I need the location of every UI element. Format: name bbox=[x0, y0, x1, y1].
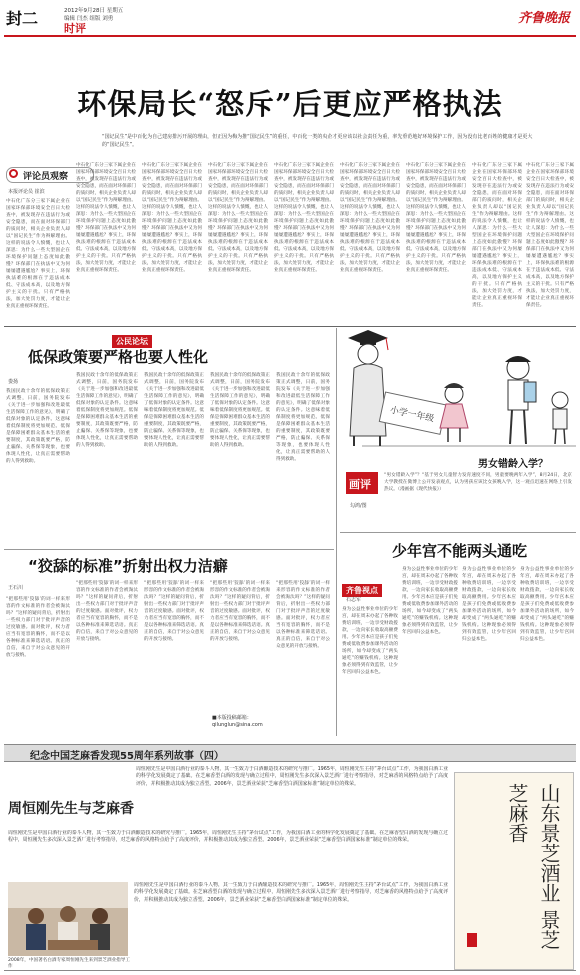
qilu-tag bbox=[342, 578, 382, 597]
lead-body-col-2: 中石化广东分三家下属企业在国家环保部环境安全百日大检查中，被发现存在违法行为或安全隐患，而在面对环保部门的质问时，相关企业负责人却以“国记民生”作为辩解理由。这样的说法令人愤慨，也让人深思：为什么一些大型国企在环境保护问题上态度如此傲慢？环保部门在执法中又为何屡屡遭遇尴尬？事实上，环保执法难的根源在于违法成本低、守法成本高，以及地方保护主义的干扰。只有严格执法，加大处罚力度，才能让企业真正重视环保责任。 bbox=[76, 163, 136, 273]
school-sign bbox=[379, 392, 446, 434]
qilu-col-1: 身为公益性事业单位的少年宫，却在周末办起了各种收费培训班，一边享受财政拨款，一边向家长收取高额费用。少年宫本应是孩子们免费或低收费参加课外活动的场所，如今却变成了“两头通吃”的赚钱机构。这种现象必须得到有效监管，让少年宫回归公益本色。 bbox=[342, 607, 398, 675]
forum-article1-col-3: 我国民政十余年的低保政策正式调整，日前，国务院发布《关于进一步加强和改进最低生活保障工作的意见》，明确了低保对象的认定条件。这意味着低保制度将更加规范。低保是保障困难群众基本生活的重要制度，其政策既要严格，防止骗保、关系保等现象，也要体现人性化，让真正需要帮助的人得到救助。 bbox=[144, 373, 204, 448]
forum-article2-byline: 王石川 bbox=[8, 585, 24, 591]
graduate-figure bbox=[348, 330, 388, 446]
lead-body-col-5: 中石化广东分三家下属企业在国家环保部环境安全百日大检查中，被发现存在违法行为或安全隐患，而在面对环保部门的质问时，相关企业负责人却以“国记民生”作为辩解理由。这样的说法令人愤慨，也让人深思：为什么一些大型国企在环境保护问题上态度如此傲慢？环保部门在执法中又为何屡屡遭遇尴尬？事实上，环保执法难的根源在于违法成本低、守法成本高，以及地方保护主义的干扰。只有严格执法，加大处罚力度，才能让企业真正重视环保责任。 bbox=[274, 163, 334, 273]
divider bbox=[340, 532, 576, 533]
anniv-body-top: 周恒刚先生是中国白酒行业的泰斗人物，其一生致力于白酒酿造技术的研究与推广。1965年，周恒刚先生主持“茅台试点”工作，为我国白酒工业的科学化发展奠定了基础。在芝麻香型白酒的发现与确立过程中，周恒刚先生多次深入景芝酒厂进行考察指导，对芝麻香的风格特点给予了高度评价，并积极推动其成为独立香型。2006年，景芝酒业荣获“芝麻香型白酒国家标准”制定单位的殊荣。 bbox=[136, 766, 448, 787]
cartoon-title: 男女错龄入学？ bbox=[478, 459, 548, 470]
lead-body-col-7: 中石化广东分三家下属企业在国家环保部环境安全百日大检查中，被发现存在违法行为或安全隐患，而在面对环保部门的质问时，相关企业负责人却以“国记民生”作为辩解理由。这样的说法令人愤慨，也让人深思：为什么一些大型国企在环境保护问题上态度如此傲慢？环保部门在执法中又为何屡屡遭遇尴尬？事实上，环保执法难的根源在于违法成本低、守法成本高，以及地方保护主义的干扰。只有严格执法，加大处罚力度，才能让企业真正重视环保责任。 bbox=[406, 163, 466, 273]
magnifier-icon bbox=[9, 169, 18, 178]
paper-logo: 齐鲁晚报 bbox=[517, 11, 570, 26]
calligraphy-text: 山东景芝酒业 景芝芝麻香 bbox=[505, 783, 561, 950]
commentator-tag-label: 评论员观察 bbox=[23, 172, 69, 182]
column-name: 时评 bbox=[64, 22, 86, 35]
anniv-body-mid: 周恒刚先生是中国白酒行业的泰斗人物，其一生致力于白酒酿造技术的研究与推广。1965年，周恒刚先生主持“茅台试点”工作，为我国白酒工业的科学化发展奠定了基础。在芝麻香型白酒的发现与确立过程中，周恒刚先生多次深入景芝酒厂进行考察指导，对芝麻香的风格特点给予了高度评价，并积极推动其成为独立香型。2006年，景芝酒业荣获“芝麻香型白酒国家标准”制定单位的殊荣。 bbox=[8, 830, 448, 844]
forum-article1-col-2: 我国民政十余年的低保政策正式调整，日前，国务院发布《关于进一步加强和改进最低生活保障工作的意见》，明确了低保对象的认定条件。这意味着低保制度将更加规范。低保是保障困难群众基本生活的重要制度，其政策既要严格，防止骗保、关系保等现象，也要体现人性化，让真正需要帮助的人得到救助。 bbox=[76, 373, 138, 448]
column-rule bbox=[336, 328, 337, 736]
masthead-rule bbox=[4, 35, 576, 37]
qilu-byline: 石志军 bbox=[346, 597, 362, 603]
forum-article2-col-2: “把那些用‘狡舔’的词一样来形容的作文标准的作者会被淘汰吗？”这样的疑问背后，折射出一些权力部门对于批评声音的过度敏感。面对批评，权力者应当有宽容的胸怀，而不是以各种标准来筛选话语。真正的自信，来自于对公众意见的开放与接纳。 bbox=[76, 581, 138, 642]
forum-article2-col-4: “把那些用‘狡舔’的词一样来形容的作文标准的作者会被淘汰吗？”这样的疑问背后，折射出一些权力部门对于批评声音的过度敏感。面对批评，权力者应当有宽容的胸怀，而不是以各种标准来筛选话语。真正的自信，来自于对公众意见的开放与接纳。 bbox=[210, 581, 270, 642]
anniv-photo bbox=[8, 882, 128, 956]
lead-byline: 本报评论员 崔滨 bbox=[8, 189, 45, 195]
divider bbox=[4, 549, 334, 550]
issue-date: 2012年9月28日 星期五 bbox=[64, 8, 124, 14]
forum-article1-headline: 低保政策要严格也要人性化 bbox=[28, 348, 209, 366]
qilu-col-3: 身为公益性事业单位的少年宫，却在周末办起了各种收费培训班，一边享受财政拨款，一边向家长收取高额费用。少年宫本应是孩子们免费或低收费参加课外活动的场所，如今却变成了“两头通吃”的赚钱机构。这种现象必须得到有效监管，让少年宫回归公益本色。 bbox=[462, 567, 516, 642]
lead-body-col-6: 中石化广东分三家下属企业在国家环保部环境安全百日大检查中，被发现存在违法行为或安全隐患，而在面对环保部门的质问时，相关企业负责人却以“国记民生”作为辩解理由。这样的说法令人愤慨，也让人深思：为什么一些大型国企在环境保护问题上态度如此傲慢？环保部门在执法中又为何屡屡遭遇尴尬？事实上，环保执法难的根源在于违法成本低、守法成本高，以及地方保护主义的干扰。只有严格执法，加大处罚力度，才能让企业真正重视环保责任。 bbox=[340, 163, 400, 273]
anniv-banner bbox=[4, 744, 576, 762]
forum-article2-col-1: “把那些用‘狡舔’的词一样来形容的作文标准的作者会被淘汰吗？”这样的疑问背后，折射出一些权力部门对于批评声音的过度敏感。面对批评，权力者应当有宽容的胸怀，而不是以各种标准来筛选话语。真正的自信，来自于对公众意见的开放与接纳。 bbox=[6, 597, 70, 658]
lead-body-col-8: 中石化广东分三家下属企业在国家环保部环境安全百日大检查中，被发现存在违法行为或安全隐患，而在面对环保部门的质问时，相关企业负责人却以“国记民生”作为辩解理由。这样的说法令人愤慨，也让人深思：为什么一些大型国企在环境保护问题上态度如此傲慢？环保部门在执法中又为何屡屡遭遇尴尬？事实上，环保执法难的根源在于违法成本低、守法成本高，以及地方保护主义的干扰。只有严格执法，加大处罚力度，才能让企业真正重视环保责任。 bbox=[472, 163, 522, 308]
anniv-headline: 周恒刚先生与芝麻香 bbox=[8, 801, 134, 817]
boy-figure bbox=[505, 356, 536, 444]
lead-deck: “国记民生”是中百化为自己建房排污开展的理由，但正因为梅为推“国记民生”的重任，中百化一类的央企才更应该以社会责任为重，率先垂范地好环境保护工作，因为没有比老百姓的健康才是更大的“国记民生”。 bbox=[102, 134, 533, 148]
qilu-tag-label: 齐鲁视点 bbox=[342, 584, 382, 597]
section-label: 封二 bbox=[6, 9, 39, 28]
forum-article2-col-5: “把那些用‘狡舔’的词一样来形容的作文标准的作者会被淘汰吗？”这样的疑问背后，折射出一些权力部门对于批评声音的过度敏感。面对批评，权力者应当有宽容的胸怀，而不是以各种标准来筛选话语。真正的自信，来自于对公众意见的开放与接纳。 bbox=[276, 581, 330, 649]
editor-line: 编辑 闫杰 组版 刘勇 bbox=[64, 16, 114, 22]
forum-article2-col-3: “把那些用‘狡舔’的词一样来形容的作文标准的作者会被淘汰吗？”这样的疑问背后，折射出一些权力部门对于批评声音的过度敏感。面对批评，权力者应当有宽容的胸怀，而不是以各种标准来筛选话语。真正的自信，来自于对公众意见的开放与接纳。 bbox=[144, 581, 204, 642]
child-figure bbox=[552, 392, 568, 444]
lead-body-col-4: 中石化广东分三家下属企业在国家环保部环境安全百日大检查中，被发现存在违法行为或安全隐患，而在面对环保部门的质问时，相关企业负责人却以“国记民生”作为辩解理由。这样的说法令人愤慨，也让人深思：为什么一些大型国企在环境保护问题上态度如此傲慢？环保部门在执法中又为何屡屡遭遇尴尬？事实上，环保执法难的根源在于违法成本低、守法成本高，以及地方保护主义的干扰。只有严格执法，加大处罚力度，才能让企业真正重视环保责任。 bbox=[208, 163, 268, 273]
forum-article1-col-4: 我国民政十余年的低保政策正式调整，日前，国务院发布《关于进一步加强和改进最低生活保障工作的意见》，明确了低保对象的认定条件。这意味着低保制度将更加规范。低保是保障困难群众基本生活的重要制度，其政策既要严格，防止骗保、关系保等现象，也要体现人性化，让真正需要帮助的人得到救助。 bbox=[210, 373, 270, 448]
forum-article1-col-5: 我国民政十余年的低保政策正式调整，日前，国务院发布《关于进一步加强和改进最低生活保障工作的意见》，明确了低保对象的认定条件。这意味着低保制度将更加规范。低保是保障困难群众基本生活的重要制度，其政策既要严格，防止骗保、关系保等现象，也要体现人性化，让真正需要帮助的人得到救助。 bbox=[276, 373, 330, 462]
lead-body-col-3: 中石化广东分三家下属企业在国家环保部环境安全百日大检查中，被发现存在违法行为或安全隐患，而在面对环保部门的质问时，相关企业负责人却以“国记民生”作为辩解理由。这样的说法令人愤慨，也让人深思：为什么一些大型国企在环境保护问题上态度如此傲慢？环保部门在执法中又为何屡屡遭遇尴尬？事实上，环保执法难的根源在于违法成本低、守法成本高，以及地方保护主义的干扰。只有严格执法，加大处罚力度，才能让企业真正重视环保责任。 bbox=[142, 163, 202, 273]
forum-tag-label: 公民论坛 bbox=[112, 335, 152, 348]
seal-stamp bbox=[467, 933, 477, 947]
lead-body-col-9: 中石化广东分三家下属企业在国家环保部环境安全百日大检查中，被发现存在违法行为或安全隐患，而在面对环保部门的质问时，相关企业负责人却以“国记民生”作为辩解理由。这样的说法令人愤慨，也让人深思：为什么一些大型国企在环境保护问题上态度如此傲慢？环保部门在执法中又为何屡屡遭遇尴尬？事实上，环保执法难的根源在于违法成本低、守法成本高，以及地方保护主义的干扰。只有严格执法，加大处罚力度，才能让企业真正重视环保责任。 bbox=[526, 163, 574, 308]
contact-note: ■本版投稿邮箱： bbox=[212, 715, 252, 721]
forum-article1-byline: 娄扬 bbox=[8, 379, 19, 385]
cartoon-illustration bbox=[342, 296, 576, 448]
calligraphy-panel bbox=[454, 772, 574, 970]
page-border-bottom bbox=[4, 970, 576, 971]
masthead bbox=[0, 0, 580, 35]
anniv-body-bottom: 周恒刚先生是中国白酒行业的泰斗人物，其一生致力于白酒酿造技术的研究与推广。1965年，周恒刚先生主持“茅台试点”工作，为我国白酒工业的科学化发展奠定了基础。在芝麻香型白酒的发现与确立过程中，周恒刚先生多次深入景芝酒厂进行考察指导，对芝麻香的风格特点给予了高度评价，并积极推动其成为独立香型。2006年，景芝酒业荣获“芝麻香型白酒国家标准”制定单位的殊荣。 bbox=[134, 882, 448, 903]
forum-article2-headline: “狡舔的标准”折射出权力洁癖 bbox=[28, 557, 228, 575]
anniv-photo-caption: 2008年，中国著名白酒专家周恒刚先生来到景芝酒业指导工作 bbox=[8, 958, 130, 969]
contact-email[interactable]: qilunglun@sina.com bbox=[212, 722, 263, 728]
school-sign-text: 小学一年级 bbox=[388, 405, 435, 425]
cartoon-tag-label: 画评 bbox=[349, 478, 371, 491]
forum-article1-col-1: 我国民政十余年的低保政策正式调整，日前，国务院发布《关于进一步加强和改进最低生活保障工作的意见》，明确了低保对象的认定条件。这意味着低保制度将更加规范。低保是保障困难群众基本生活的重要制度，其政策既要严格，防止骗保、关系保等现象，也要体现人性化，让真正需要帮助的人得到救助。 bbox=[6, 389, 70, 464]
qilu-headline: 少年宫不能两头通吃 bbox=[392, 542, 528, 560]
cartoon-tag bbox=[346, 472, 378, 494]
lead-headline: 环保局长“怒斥”后更应严格执法 bbox=[77, 87, 503, 121]
lead-body-col-1: 中石化广东分三家下属企业在国家环保部环境安全百日大检查中，被发现存在违法行为或安全隐患，而在面对环保部门的质问时，相关企业负责人却以“国记民生”作为辩解理由。这样的说法令人愤慨，也让人深思：为什么一些大型国企在环境保护问题上态度如此傲慢？环保部门在执法中又为何屡屡遭遇尴尬？事实上，环保执法难的根源在于违法成本低、守法成本高，以及地方保护主义的干扰。只有严格执法，加大处罚力度，才能让企业真正重视环保责任。 bbox=[6, 199, 70, 309]
cartoon-caption: “男女错龄入学”？“基于男女儿童智力发育速度不同，男童要晚两年入学”，8月24日，北京大学教授在微博上公开发表观点，认为男孩应该比女孩晚入学，这一观点迅速在网络上引发热议。（漫画据《现代快报》） bbox=[384, 473, 572, 493]
qilu-col-4: 身为公益性事业单位的少年宫，却在周末办起了各种收费培训班，一边享受财政拨款，一边向家长收取高额费用。少年宫本应是孩子们免费或低收费参加课外活动的场所，如今却变成了“两头通吃”的赚钱机构。这种现象必须得到有效监管，让少年宫回归公益本色。 bbox=[520, 567, 574, 642]
girl-figure bbox=[440, 383, 468, 442]
anniv-banner-text: 纪念中国芝麻香发现55周年系列故事（四） bbox=[30, 751, 224, 762]
qilu-col-2: 身为公益性事业单位的少年宫，却在周末办起了各种收费培训班，一边享受财政拨款，一边向家长收取高额费用。少年宫本应是孩子们免费或低收费参加课外活动的场所，如今却变成了“两头通吃”的赚钱机构。这种现象必须得到有效监管，让少年宫回归公益本色。 bbox=[402, 567, 458, 635]
cartoon-author: 勾鸿/图 bbox=[350, 503, 367, 509]
